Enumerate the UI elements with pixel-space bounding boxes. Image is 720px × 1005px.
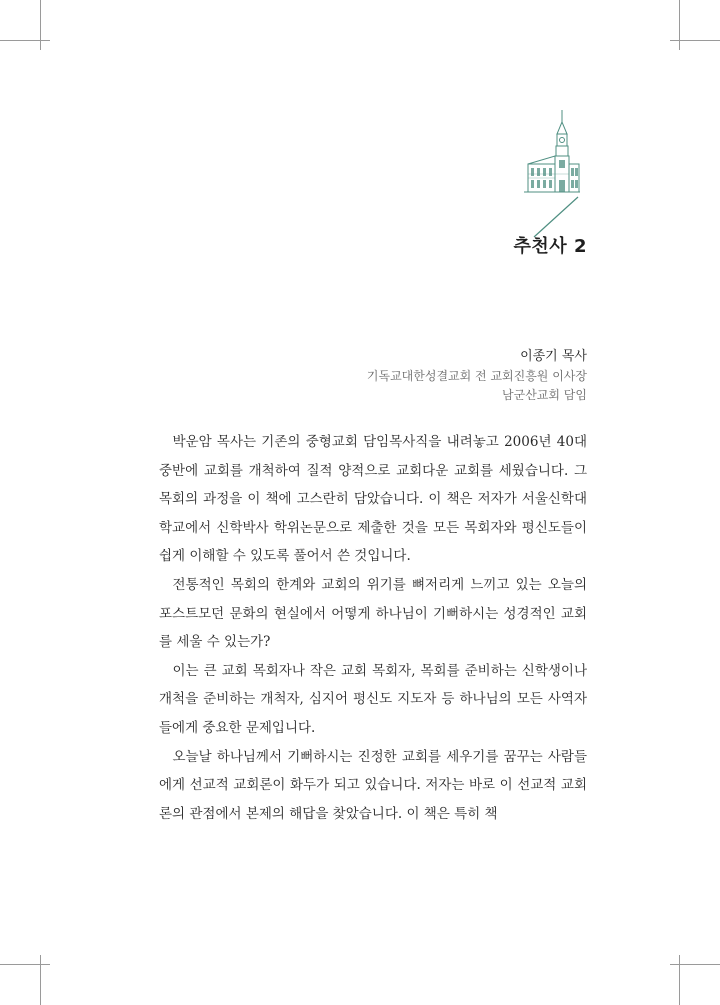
author-name: 이종기 목사 (520, 349, 587, 364)
body-text (159, 428, 587, 828)
paragraph: 이는 큰 교회 목회자나 작은 교회 목회자, 목회를 준비하는 신학생이나 개척을 준비하는 개척자, 심지어 평신도 지도자 등 하나님의 모든 사역자들에게 중요한 문제입니다. (159, 662, 587, 736)
church-illustration-icon (522, 108, 582, 194)
crop-mark-bottom-right-h (670, 964, 720, 965)
chapter-title: 추천사 2 (513, 236, 587, 257)
crop-mark-bottom-left-v (40, 955, 41, 1005)
author-affiliation: 기독교대한성결교회 전 교회진흥원 이사장 (366, 369, 587, 383)
crop-mark-bottom-left-h (0, 964, 50, 965)
crop-mark-top-left-v (40, 0, 41, 50)
paragraph: 오늘날 하나님께서 기뻐하시는 진정한 교회를 세우기를 꿈꾸는 사람들에게 선교적 교회론이 화두가 되고 있습니다. 저자는 바로 이 선교적 교회론의 관점에서 본제의 해답을 찾았습니다. 이 책은 특히 책 (159, 748, 587, 822)
crop-mark-top-right-v (679, 0, 680, 50)
paragraph: 박운암 목사는 기존의 중형교회 담임목사직을 내려놓고 2006년 40대 중반에 교회를 개척하여 질적 양적으로 교회다운 교회를 세웠습니다. 그 목회의 과정을 이 책에 고스란히 담았습니다. 이 책은 저자가 서울신학대학교에서 신학박사 학위논문으로 제출한 것을 모든 목회자와 평신도들이 쉽게 이해할 수 있도록 풀어서 쓴 것입니다. (159, 434, 587, 565)
paragraph: 전통적인 목회의 한계와 교회의 위기를 뼈저리게 느끼고 있는 오늘의 포스트모던 문화의 현실에서 어떻게 하나님이 기뻐하시는 성경적인 교회를 세울 수 있는가? (159, 576, 587, 651)
crop-mark-top-right-h (670, 40, 720, 41)
crop-mark-bottom-right-v (679, 955, 680, 1005)
crop-mark-top-left-h (0, 40, 50, 41)
author-church: 남군산교회 담임 (502, 388, 587, 402)
